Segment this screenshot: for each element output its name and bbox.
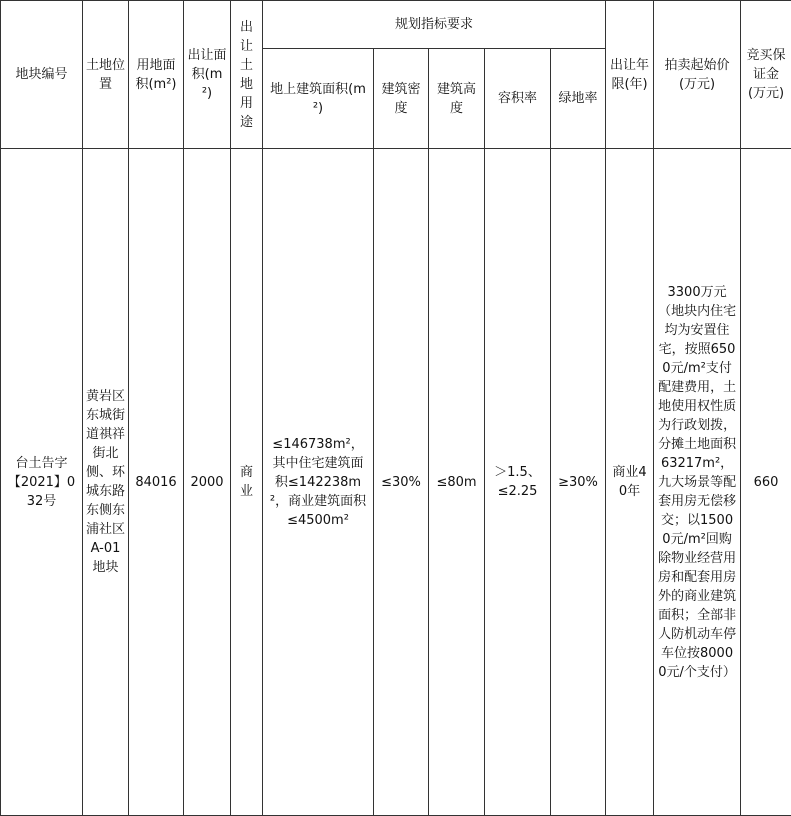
cell-term: 商业40年 (606, 149, 654, 816)
header-above-ground-area: 地上建筑面积(m²) (263, 49, 374, 149)
cell-plot-ratio: ＞1.5、≤2.25 (485, 149, 551, 816)
header-location: 土地位置 (83, 1, 129, 149)
cell-location: 黄岩区东城街道祺祥街北侧、环城东路东侧东浦社区A-01地块 (83, 149, 129, 816)
cell-deposit: 660 (741, 149, 791, 816)
cell-building-density: ≤30% (374, 149, 429, 816)
header-planning-group: 规划指标要求 (263, 1, 606, 49)
header-grant-area: 出让面积(m²) (184, 1, 231, 149)
header-starting-price: 拍卖起始价(万元) (654, 1, 741, 149)
header-row-1 (1, 1, 791, 49)
cell-land-use: 商业 (231, 149, 263, 816)
header-plot-ratio: 容积率 (485, 49, 551, 149)
header-greening-rate: 绿地率 (551, 49, 606, 149)
cell-above-ground-area: ≤146738m²，其中住宅建筑面积≤142238m²，商业建筑面积≤4500m² (263, 149, 374, 816)
header-building-density: 建筑密度 (374, 49, 429, 149)
cell-parcel-no: 台土告字【2021】032号 (1, 149, 83, 816)
cell-starting-price: 3300万元（地块内住宅均为安置住宅，按照6500元/m²支付配建费用，土地使用权性质为行政划拨，分摊土地面积63217m²，九大场景等配套用房无偿移交；以15000元/m²回购除物业经营用房和配套用房外的商业建筑面积；全部非人防机动车停车位按80000元/个支付） (654, 149, 741, 816)
header-land-area: 用地面积(m²) (129, 1, 184, 149)
cell-building-height: ≤80m (429, 149, 485, 816)
header-deposit: 竞买保证金(万元) (741, 1, 791, 149)
header-land-use: 出让土地用途 (231, 1, 263, 149)
header-building-height: 建筑高度 (429, 49, 485, 149)
cell-greening-rate: ≥30% (551, 149, 606, 816)
header-term: 出让年限(年) (606, 1, 654, 149)
header-parcel-no: 地块编号 (1, 1, 83, 149)
cell-land-area: 84016 (129, 149, 184, 816)
table-row (1, 149, 791, 816)
cell-grant-area: 2000 (184, 149, 231, 816)
